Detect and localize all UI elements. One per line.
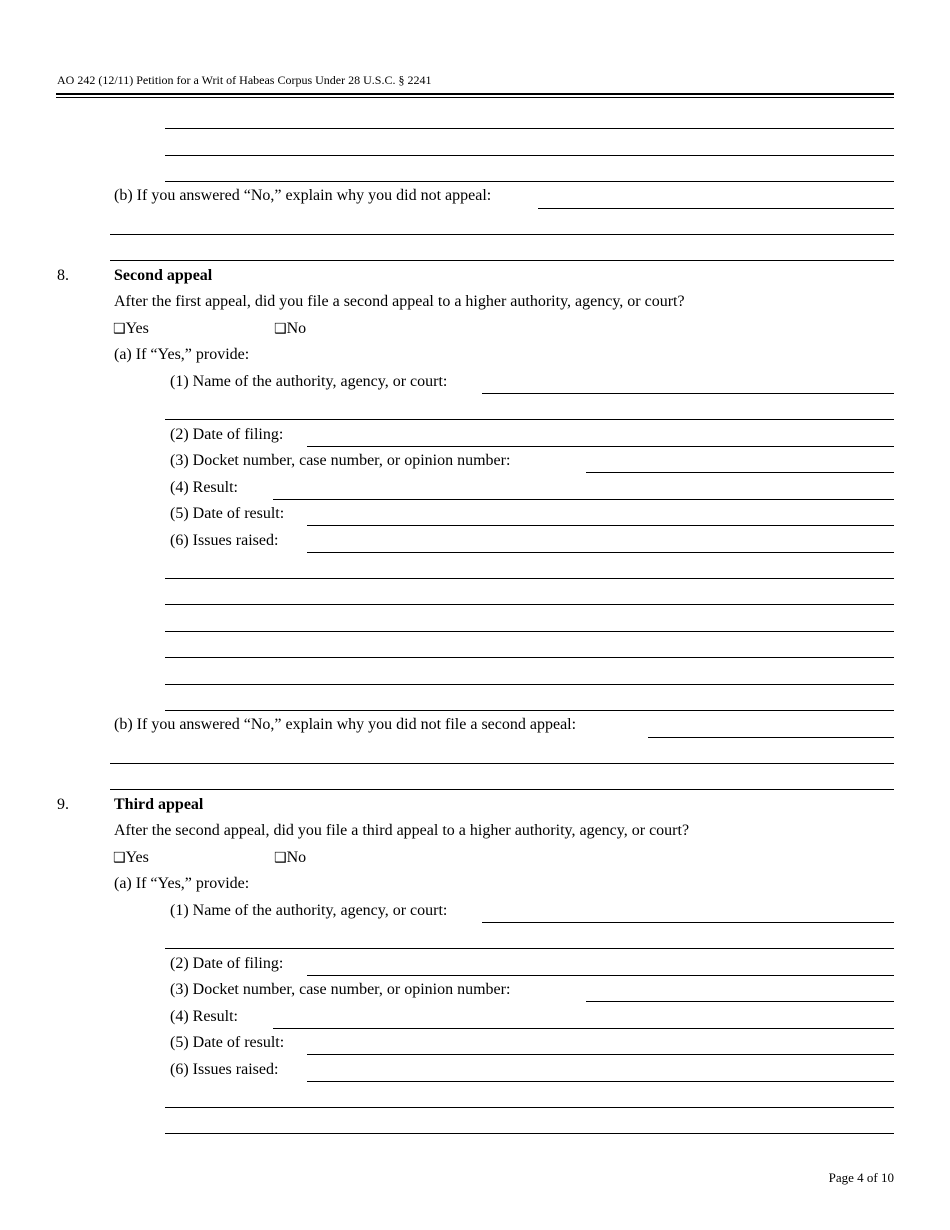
q9-date-filing-label: (2) Date of filing: <box>170 955 284 972</box>
q8-issues-line[interactable] <box>165 631 894 632</box>
q8-name-line[interactable] <box>165 419 894 420</box>
q8-b-label: (b) If you answered “No,” explain why you did not file a second appeal: <box>114 716 577 733</box>
q9-no-label: No <box>286 849 307 866</box>
q9-question: After the second appeal, did you file a third appeal to a higher authority, agency, or court? <box>114 822 690 839</box>
q8-issues-line[interactable] <box>307 552 894 553</box>
q9-number: 9. <box>57 796 69 813</box>
q7-issues-line[interactable] <box>165 155 894 156</box>
q8-issues-line[interactable] <box>165 578 894 579</box>
q9-no-option[interactable] <box>274 849 306 867</box>
q8-result-label: (4) Result: <box>170 479 238 496</box>
header-rule-thick <box>56 93 894 95</box>
q8-name-label: (1) Name of the authority, agency, or court: <box>170 373 448 390</box>
q8-issues-line[interactable] <box>165 684 894 685</box>
q7-issues-line[interactable] <box>165 181 894 182</box>
form-header-title: AO 242 (12/11) Petition for a Writ of Habeas Corpus Under 28 U.S.C. § 2241 <box>57 73 432 87</box>
q8-issues-line[interactable] <box>165 604 894 605</box>
q9-yes-label: Yes <box>125 849 149 866</box>
q9-name-line[interactable] <box>165 948 894 949</box>
q8-b-answer-line[interactable] <box>110 789 894 790</box>
q8-a-label: (a) If “Yes,” provide: <box>114 346 250 363</box>
q9-name-line[interactable] <box>482 922 894 923</box>
q8-issues-line[interactable] <box>165 657 894 658</box>
header-rule-thin <box>56 97 894 98</box>
q9-title: Third appeal <box>114 796 204 813</box>
q8-b-answer-line[interactable] <box>110 763 894 764</box>
q8-yes-option[interactable] <box>113 320 149 338</box>
q9-a-label: (a) If “Yes,” provide: <box>114 875 250 892</box>
q9-result-line[interactable] <box>273 1028 894 1029</box>
q7-issues-line[interactable] <box>165 128 894 129</box>
q9-issues-label: (6) Issues raised: <box>170 1061 279 1078</box>
q8-question: After the first appeal, did you file a second appeal to a higher authority, agency, or court? <box>114 293 685 310</box>
q8-date-result-line[interactable] <box>307 525 894 526</box>
q7-b-answer-line[interactable] <box>538 208 894 209</box>
q9-date-filing-line[interactable] <box>307 975 894 976</box>
q8-no-option[interactable] <box>274 320 306 338</box>
q8-b-answer-line[interactable] <box>648 737 894 738</box>
q9-date-result-line[interactable] <box>307 1054 894 1055</box>
q8-date-result-label: (5) Date of result: <box>170 505 285 522</box>
q8-result-line[interactable] <box>273 499 894 500</box>
q8-docket-label: (3) Docket number, case number, or opinion number: <box>170 452 511 469</box>
q9-issues-line[interactable] <box>165 1133 894 1134</box>
q8-issues-label: (6) Issues raised: <box>170 532 279 549</box>
q8-docket-line[interactable] <box>586 472 894 473</box>
q8-issues-line[interactable] <box>165 710 894 711</box>
q9-result-label: (4) Result: <box>170 1008 238 1025</box>
q8-name-line[interactable] <box>482 393 894 394</box>
checkbox-icon[interactable]: ❑ <box>274 321 287 337</box>
q7-b-answer-line[interactable] <box>110 260 894 261</box>
q9-docket-line[interactable] <box>586 1001 894 1002</box>
q8-number: 8. <box>57 267 69 284</box>
q9-issues-line[interactable] <box>307 1081 894 1082</box>
q9-issues-line[interactable] <box>165 1107 894 1108</box>
q9-yes-option[interactable] <box>113 849 149 867</box>
q9-docket-label: (3) Docket number, case number, or opinion number: <box>170 981 511 998</box>
q8-yes-label: Yes <box>125 320 149 337</box>
q8-date-filing-line[interactable] <box>307 446 894 447</box>
q7-b-answer-line[interactable] <box>110 234 894 235</box>
q9-name-label: (1) Name of the authority, agency, or court: <box>170 902 448 919</box>
checkbox-icon[interactable]: ❑ <box>113 321 126 337</box>
q8-title: Second appeal <box>114 267 213 284</box>
q8-no-label: No <box>286 320 307 337</box>
page-number: Page 4 of 10 <box>828 1170 894 1185</box>
q8-date-filing-label: (2) Date of filing: <box>170 426 284 443</box>
q7-b-label: (b) If you answered “No,” explain why you did not appeal: <box>114 187 492 204</box>
q9-date-result-label: (5) Date of result: <box>170 1034 285 1051</box>
checkbox-icon[interactable]: ❑ <box>274 850 287 866</box>
checkbox-icon[interactable]: ❑ <box>113 850 126 866</box>
